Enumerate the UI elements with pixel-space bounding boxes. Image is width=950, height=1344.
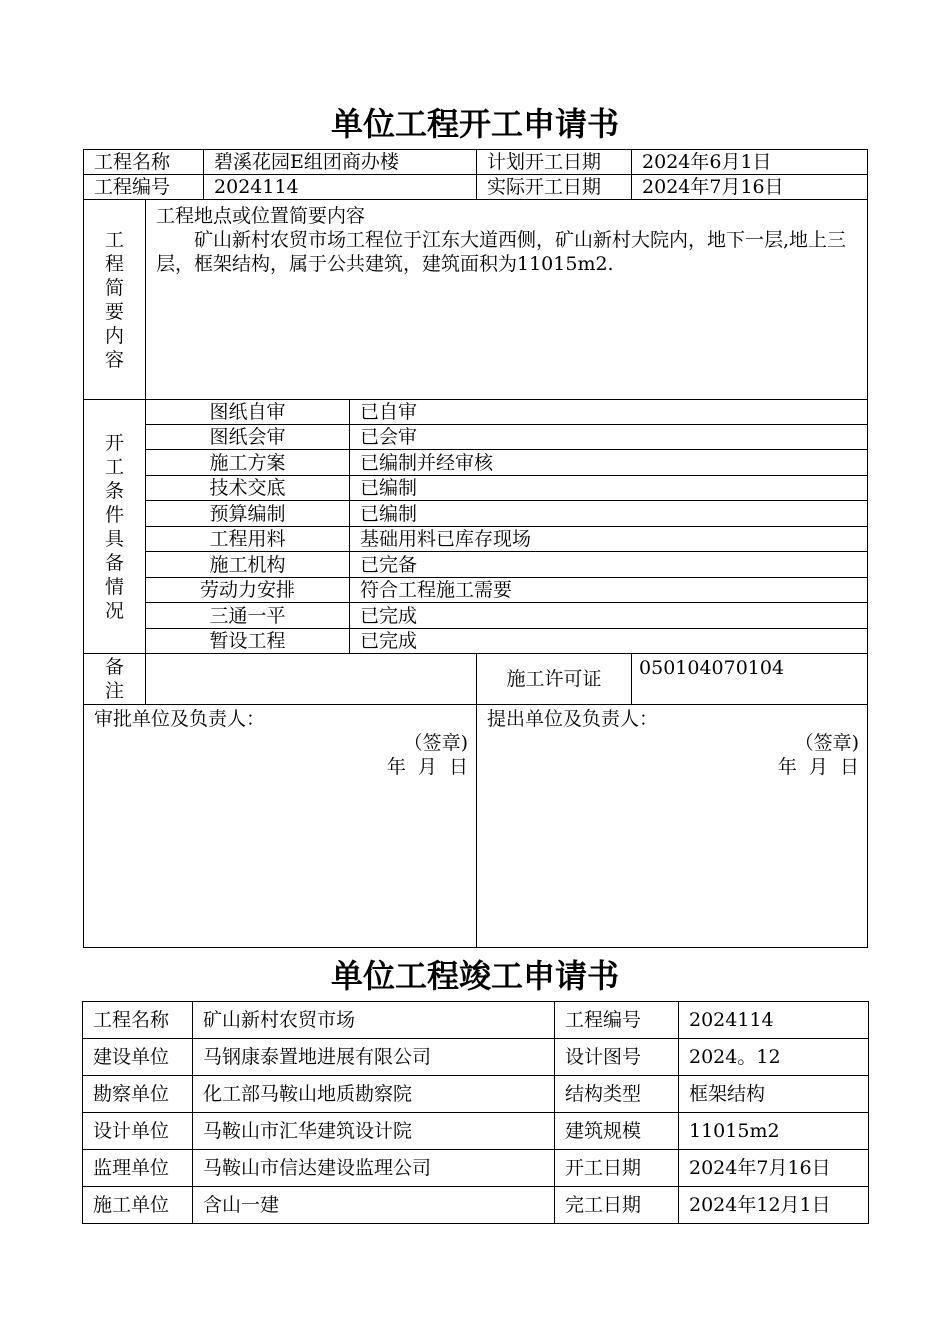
condition-status: 已会审 (350, 425, 868, 450)
completion-row (83, 1076, 869, 1113)
summary-row (84, 200, 868, 400)
condition-item: 三通一平 (146, 603, 350, 629)
condition-status: 已完成 (350, 629, 868, 654)
planned-date-label: 计划开工日期 (477, 150, 632, 175)
completion-value: 矿山新村农贸市场 (193, 1002, 555, 1039)
approver-label: 审批单位及负责人： (94, 708, 266, 730)
condition-row (84, 476, 868, 501)
completion-application-table (82, 1001, 869, 1224)
completion-label: 施工单位 (83, 1187, 193, 1224)
permit-label: 施工许可证 (477, 654, 632, 705)
project-number-label: 工程编号 (84, 175, 204, 200)
submitter-seal: （签章) (794, 732, 860, 754)
submitter-date: 年 月 日 (777, 756, 860, 778)
completion-label: 建筑规模 (555, 1113, 679, 1150)
start-form-title: 单位工程开工申请书 (330, 105, 619, 143)
completion-row (83, 1039, 869, 1076)
submitter-section (477, 705, 868, 948)
condition-item: 预算编制 (146, 501, 350, 527)
condition-status: 已编制 (350, 501, 868, 527)
project-number-value: 2024114 (204, 175, 477, 200)
completion-label: 监理单位 (83, 1150, 193, 1187)
completion-value: 马钢康泰置地进展有限公司 (193, 1039, 555, 1076)
actual-date-label: 实际开工日期 (477, 175, 632, 200)
condition-row (84, 603, 868, 629)
actual-date-value: 2024年7月16日 (632, 175, 868, 200)
completion-value: 化工部马鞍山地质勘察院 (193, 1076, 555, 1113)
completion-value: 2024年7月16日 (679, 1150, 869, 1187)
approver-section (84, 705, 477, 948)
condition-status: 基础用料已库存现场 (350, 527, 868, 552)
completion-value: 2024。12 (679, 1039, 869, 1076)
condition-row (84, 578, 868, 603)
project-name-value: 碧溪花园E组团商办楼 (204, 150, 477, 175)
summary-heading: 工程地点或位置简要内容 (156, 205, 366, 227)
remarks-row (84, 654, 868, 705)
permit-value: 050104070104 (632, 654, 868, 705)
condition-row (84, 501, 868, 527)
completion-row (83, 1002, 869, 1039)
condition-status: 已编制 (350, 476, 868, 501)
completion-label: 设计图号 (555, 1039, 679, 1076)
project-number-row (84, 175, 868, 200)
completion-row (83, 1150, 869, 1187)
completion-value: 11015m2 (679, 1113, 869, 1150)
completion-row (83, 1187, 869, 1224)
condition-item: 施工机构 (146, 552, 350, 578)
condition-item: 施工方案 (146, 450, 350, 476)
project-name-label: 工程名称 (84, 150, 204, 175)
summary-content (146, 200, 868, 400)
planned-date-value: 2024年6月1日 (632, 150, 868, 175)
remarks-side-label: 备 注 (84, 654, 146, 705)
project-name-row (84, 150, 868, 175)
submitter-label: 提出单位及负责人： (487, 708, 659, 730)
summary-text: 矿山新村农贸市场工程位于江东大道西侧，矿山新村大院内，地下一层,地上三层，框架结构，属于公共建筑，建筑面积为11015m2. (156, 229, 847, 275)
completion-value: 2024年12月1日 (679, 1187, 869, 1224)
completion-form-title: 单位工程竣工申请书 (330, 957, 619, 995)
condition-status: 已自审 (350, 400, 868, 425)
condition-row (84, 552, 868, 578)
remarks-content (146, 654, 477, 705)
condition-item: 图纸自审 (146, 400, 350, 425)
condition-status: 已完备 (350, 552, 868, 578)
approver-date: 年 月 日 (386, 756, 469, 778)
conditions-side-label: 开 工 条 件 具 备 情 况 (84, 400, 146, 654)
completion-label: 设计单位 (83, 1113, 193, 1150)
condition-item: 暂设工程 (146, 629, 350, 654)
condition-item: 工程用料 (146, 527, 350, 552)
completion-value: 含山一建 (193, 1187, 555, 1224)
completion-label: 工程编号 (555, 1002, 679, 1039)
condition-item: 图纸会审 (146, 425, 350, 450)
start-application-table (83, 149, 868, 948)
condition-row (84, 450, 868, 476)
condition-status: 已完成 (350, 603, 868, 629)
condition-row (84, 629, 868, 654)
condition-row (84, 425, 868, 450)
condition-item: 劳动力安排 (146, 578, 350, 603)
completion-value: 框架结构 (679, 1076, 869, 1113)
condition-status: 符合工程施工需要 (350, 578, 868, 603)
completion-row (83, 1113, 869, 1150)
completion-label: 结构类型 (555, 1076, 679, 1113)
completion-value: 2024114 (679, 1002, 869, 1039)
completion-label: 勘察单位 (83, 1076, 193, 1113)
condition-status: 已编制并经审核 (350, 450, 868, 476)
completion-value: 马鞍山市信达建设监理公司 (193, 1150, 555, 1187)
condition-row (84, 527, 868, 552)
completion-label: 开工日期 (555, 1150, 679, 1187)
completion-label: 完工日期 (555, 1187, 679, 1224)
completion-label: 工程名称 (83, 1002, 193, 1039)
summary-side-label: 工 程 简 要 内 容 (84, 200, 146, 400)
completion-label: 建设单位 (83, 1039, 193, 1076)
completion-value: 马鞍山市汇华建筑设计院 (193, 1113, 555, 1150)
approver-seal: （签章) (403, 732, 469, 754)
signature-row (84, 705, 868, 948)
condition-row (84, 400, 868, 425)
condition-item: 技术交底 (146, 476, 350, 501)
